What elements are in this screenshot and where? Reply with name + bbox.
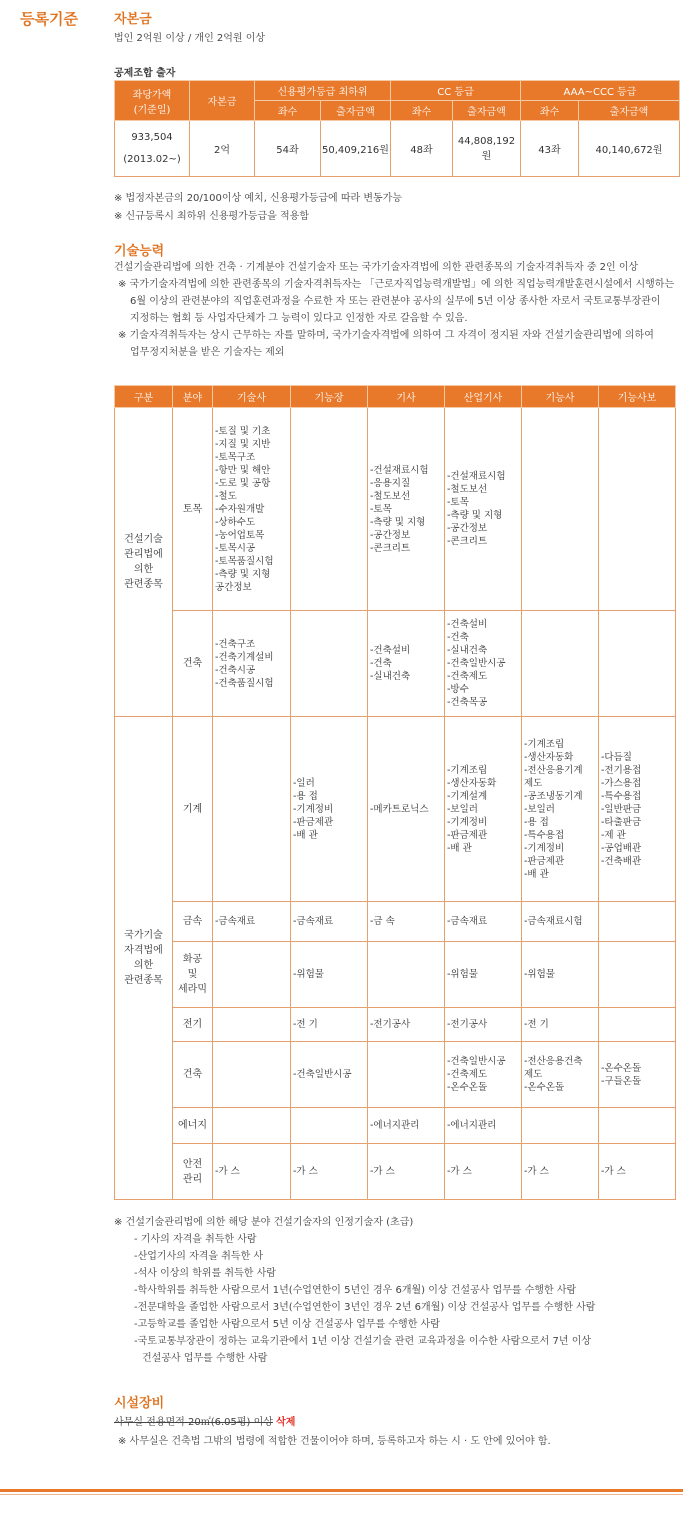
- facility-title: 시설장비: [114, 1396, 165, 1411]
- qualification-cell: [368, 942, 445, 1008]
- header-amount: 출자금액: [453, 101, 521, 121]
- skill-desc: 건설기술관리법에 의한 건축 · 기계분야 건설기술자 또는 국가기술자격법에 의한 관련종목의 기술자격취득자 중 2인 이상: [114, 262, 639, 273]
- qualification-cell: -금 속: [368, 902, 445, 942]
- skill-row: [115, 408, 676, 611]
- qualification-cell: -토질 및 기초 -지질 및 지반 -토목구조 -항만 및 해안 -도로 및 공항 -철도 -수자원개발 -상하수도 -농어업토목 -토목시공 -토목품질시험 -측량 및 지형 공간정보: [213, 408, 291, 611]
- qualification-cell: -가 스: [445, 1144, 522, 1200]
- qualification-cell: -메카트로닉스: [368, 717, 445, 902]
- header-seats: 좌수: [391, 101, 453, 121]
- footnote-item: -국토교통부장관이 정하는 교육기관에서 1년 이상 건설기술 관련 교육과정을 이수한 사람으로서 7년 이상: [134, 1336, 592, 1347]
- skill-row: [115, 717, 676, 902]
- qualification-cell: -전 기: [522, 1008, 599, 1042]
- header-capital: 자본금: [190, 81, 255, 121]
- skill-row: [115, 902, 676, 942]
- footnote-item: - 기사의 자격을 취득한 사람: [134, 1234, 257, 1245]
- qualification-cell: -위험물: [522, 942, 599, 1008]
- qualification-cell: [599, 408, 676, 611]
- capital-note: ※ 법정자본금의 20/100이상 예치, 신용평가등급에 따라 변동가능: [114, 193, 402, 204]
- capital-title: 자본금: [114, 12, 152, 27]
- group-national-tech: 국가기술 자격법에 의한 관련종목: [115, 717, 173, 1200]
- qualification-cell: -가 스: [599, 1144, 676, 1200]
- qualification-cell: -기계조립 -생산자동화 -기계설계 -보일러 -기계정비 -판금제관 -배 관: [445, 717, 522, 902]
- qualification-cell: -건축설비 -건축 -실내건축: [368, 611, 445, 717]
- skill-header-cell: 기술사: [213, 386, 291, 408]
- field-cell: 토목: [173, 408, 213, 611]
- facility-deleted-label: 삭제: [276, 1417, 296, 1428]
- qualification-cell: [522, 1108, 599, 1144]
- skill-header-cell: 기능장: [291, 386, 368, 408]
- qualification-cell: -가 스: [291, 1144, 368, 1200]
- capital-cell: 2억: [190, 121, 255, 177]
- qualification-cell: -가 스: [368, 1144, 445, 1200]
- footnote-item: -학사학위를 취득한 사람으로서 1년(수업연한이 5년인 경우 6개월) 이상 건설공사 업무를 수행한 사람: [134, 1285, 577, 1296]
- qualification-cell: [599, 1008, 676, 1042]
- qualification-cell: -온수온돌 -구들온돌: [599, 1042, 676, 1108]
- skill-note-1-cont: 6월 이상의 관련분야의 직업훈련과정을 수료한 자 또는 관련분야 공사의 실무에 5년 이상 종사한 자로서 국토교통부장관이: [130, 296, 661, 307]
- skill-row: [115, 1042, 676, 1108]
- qualification-cell: [599, 942, 676, 1008]
- skill-row: [115, 942, 676, 1008]
- bottom-divider: [0, 1489, 683, 1492]
- group-construction-tech: 건설기술 관리법에 의한 관련종목: [115, 408, 173, 717]
- seat-price-cell: 933,504 (2013.02~): [115, 121, 190, 177]
- field-cell: 건축: [173, 611, 213, 717]
- qualification-cell: [213, 1008, 291, 1042]
- qualification-cell: -가 스: [213, 1144, 291, 1200]
- g2-seats-cell: 48좌: [391, 121, 453, 177]
- qualification-cell: -건축구조 -건축기계설비 -건축시공 -건축품질시험: [213, 611, 291, 717]
- qualification-cell: [368, 1042, 445, 1108]
- footnote-block: [114, 1214, 679, 1367]
- qualification-cell: [291, 1108, 368, 1144]
- header-amount: 출자금액: [321, 101, 391, 121]
- qualification-cell: -건축일반시공: [291, 1042, 368, 1108]
- qualification-cell: [213, 717, 291, 902]
- qualification-cell: -금속재료: [445, 902, 522, 942]
- qualification-cell: [522, 611, 599, 717]
- qualification-cell: [213, 942, 291, 1008]
- qualification-cell: -기계조립 -생산자동화 -전산응용기계 제도 -공조냉동기계 -보일러 -용 접 -특수용접 -기계정비 -판금제관 -배 관: [522, 717, 599, 902]
- g1-seats-cell: 54좌: [255, 121, 321, 177]
- skill-note-1-cont: 지정하는 협회 등 사업자단체가 그 능력이 있다고 인정한 자로 갈음할 수 있음.: [130, 313, 468, 324]
- g1-amount-cell: 50,409,216원: [321, 121, 391, 177]
- skill-row: [115, 611, 676, 717]
- header-grade-cc: CC 등급: [391, 81, 521, 101]
- qualification-cell: -전산응용건축 제도 -온수온돌: [522, 1042, 599, 1108]
- capital-desc: 법인 2억원 이상 / 개인 2억원 이상: [114, 33, 266, 44]
- qualification-cell: [213, 1042, 291, 1108]
- qualification-cell: -건설재료시험 -응용지질 -철도보선 -토목 -측량 및 지형 -공간정보 -콘크리트: [368, 408, 445, 611]
- g2-amount-cell: 44,808,192 원: [453, 121, 521, 177]
- qualification-cell: [213, 1108, 291, 1144]
- capital-table: [114, 80, 680, 177]
- header-seats: 좌수: [255, 101, 321, 121]
- field-cell: 에너지: [173, 1108, 213, 1144]
- footnote-item: -석사 이상의 학위를 취득한 사람: [134, 1268, 276, 1279]
- qualification-cell: -위험물: [445, 942, 522, 1008]
- qualification-cell: -전기공사: [368, 1008, 445, 1042]
- footnote-item: -전문대학을 졸업한 사람으로서 3년(수업연한이 3년인 경우 2년 6개월) 이상 건설공사 업무를 수행한 사람: [134, 1302, 596, 1313]
- skill-header-cell: 기사: [368, 386, 445, 408]
- skill-row: [115, 1144, 676, 1200]
- qualification-cell: -금속재료: [213, 902, 291, 942]
- qualification-cell: [291, 611, 368, 717]
- skill-header-cell: 기능사: [522, 386, 599, 408]
- field-cell: 안전 관리: [173, 1144, 213, 1200]
- qualification-cell: [599, 902, 676, 942]
- qualification-cell: -전기공사: [445, 1008, 522, 1042]
- field-cell: 건축: [173, 1042, 213, 1108]
- qualification-cell: -다듬질 -전기용접 -가스용접 -특수용접 -일반판금 -타출판금 -제 관 -공업배관 -건축배관: [599, 717, 676, 902]
- footnote-item: 건설공사 업무를 수행한 사람: [142, 1353, 268, 1364]
- skill-row: [115, 1008, 676, 1042]
- qualification-cell: [522, 408, 599, 611]
- skill-header-cell: 산업기사: [445, 386, 522, 408]
- qualification-cell: -금속재료: [291, 902, 368, 942]
- skill-header-cell: 구분: [115, 386, 173, 408]
- field-cell: 전기: [173, 1008, 213, 1042]
- facility-note: ※ 사무실은 건축법 그밖의 법령에 적합한 건물이어야 하며, 등록하고자 하는 시 · 도 안에 있어야 함.: [118, 1436, 551, 1447]
- header-seats: 좌수: [521, 101, 579, 121]
- skill-note-2-cont: 업무정지처분을 받은 기술자는 제외: [130, 347, 285, 358]
- header-grade-aaa: AAA~CCC 등급: [521, 81, 680, 101]
- skill-title: 기술능력: [114, 244, 165, 259]
- qualification-cell: -일러 -용 접 -기계정비 -판금제관 -배 관: [291, 717, 368, 902]
- skill-desc-block: [114, 259, 679, 361]
- footnote-title: ※ 건설기술관리법에 의한 해당 분야 건설기술자의 인정기술자 (초급): [114, 1217, 414, 1228]
- header-grade-lowest: 신용평가등급 최하위: [255, 81, 391, 101]
- capital-note: ※ 신규등록시 최하위 신용평가등급을 적용함: [114, 211, 309, 222]
- footnote-item: -고등학교를 졸업한 사람으로서 5년 이상 건설공사 업무를 수행한 사람: [134, 1319, 440, 1330]
- qualification-cell: -건설재료시험 -철도보선 -토목 -측량 및 지형 -공간정보 -콘크리트: [445, 408, 522, 611]
- skill-row: [115, 1108, 676, 1144]
- bottom-divider-thin: [0, 1494, 683, 1495]
- facility-desc: [114, 1413, 295, 1428]
- g3-seats-cell: 43좌: [521, 121, 579, 177]
- qualification-cell: -건축설비 -건축 -실내건축 -건축일반시공 -건축제도 -방수 -건축목공: [445, 611, 522, 717]
- field-cell: 기계: [173, 717, 213, 902]
- skill-note-1: ※ 국가기술자격법에 의한 관련종목의 기술자격취득자는 「근로자직업능력개발법」에 의한 직업능력개발훈련시설에서 시행하는: [118, 279, 675, 290]
- qualification-cell: -에너지관리: [368, 1108, 445, 1144]
- qualification-cell: [599, 1108, 676, 1144]
- footnote-item: -산업기사의 자격을 취득한 사: [134, 1251, 264, 1262]
- qualification-cell: -에너지관리: [445, 1108, 522, 1144]
- facility-desc-strike: 사무실 전용면적 20㎡(6.05평) 이상: [114, 1417, 273, 1428]
- qualification-cell: -건축일반시공 -건축제도 -온수온돌: [445, 1042, 522, 1108]
- side-title: 등록기준: [20, 10, 78, 28]
- capital-sub-title: 공제조합 출자: [114, 68, 176, 79]
- skill-table: [114, 385, 676, 1200]
- skill-note-2: ※ 기술자격취득자는 상시 근무하는 자를 말하며, 국가기술자격법에 의하여 그 자격이 정지된 자와 건설기술관리법에 의하여: [118, 330, 654, 341]
- field-cell: 금속: [173, 902, 213, 942]
- qualification-cell: -가 스: [522, 1144, 599, 1200]
- skill-header-cell: 분야: [173, 386, 213, 408]
- qualification-cell: -금속재료시험: [522, 902, 599, 942]
- qualification-cell: [599, 611, 676, 717]
- skill-header-cell: 기능사보: [599, 386, 676, 408]
- field-cell: 화공 및 세라믹: [173, 942, 213, 1008]
- header-seat-price: 좌당가액 (기준일): [115, 81, 190, 121]
- header-amount: 출자금액: [579, 101, 680, 121]
- g3-amount-cell: 40,140,672원: [579, 121, 680, 177]
- qualification-cell: -위험물: [291, 942, 368, 1008]
- qualification-cell: [291, 408, 368, 611]
- qualification-cell: -전 기: [291, 1008, 368, 1042]
